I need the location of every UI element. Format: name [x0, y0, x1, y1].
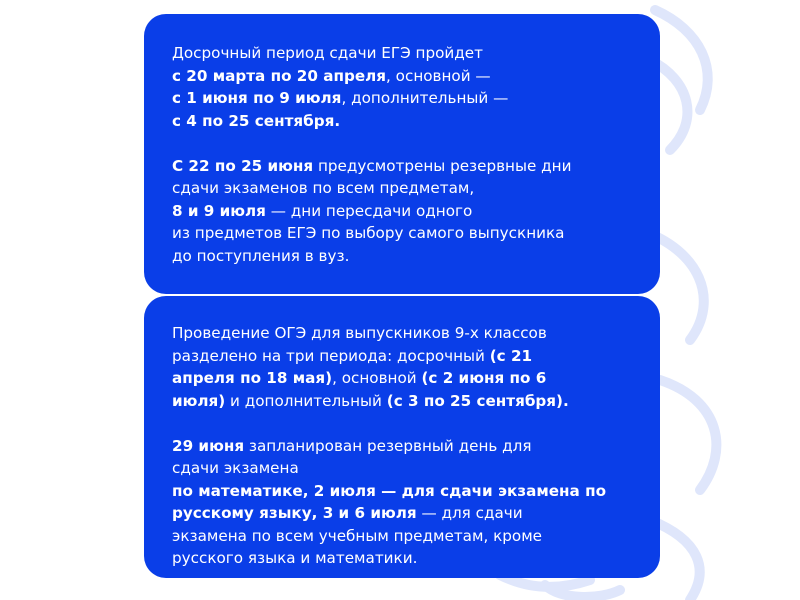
text-segment: , дополнительный — [341, 89, 509, 107]
bold-text: (с 2 июня по 6 [421, 369, 547, 387]
text-line [172, 525, 636, 548]
oge-periods-paragraph [172, 322, 636, 412]
bold-text: 8 и 9 июля [172, 201, 266, 220]
card-oge [144, 296, 660, 578]
text-segment: Проведение ОГЭ для выпускников 9-х классов [172, 324, 547, 342]
card-ege [144, 14, 660, 294]
ege-reserve-days-paragraph [172, 155, 636, 268]
text-line [172, 345, 636, 368]
text-line [172, 367, 636, 390]
bold-text: С 22 по 25 июня [172, 156, 314, 175]
text-segment: разделено на три периода: досрочный [172, 346, 490, 365]
text-line [172, 322, 636, 345]
text-line [172, 110, 636, 133]
text-segment: — для сдачи [416, 504, 523, 522]
bold-text: апреля по 18 мая) [172, 369, 333, 387]
text-line [172, 177, 636, 200]
text-segment: и дополнительный [225, 391, 387, 410]
ege-periods-paragraph [172, 42, 636, 132]
text-line [172, 502, 636, 525]
text-line [172, 87, 636, 110]
text-line [172, 547, 636, 570]
text-segment: русского языка и математики. [172, 549, 418, 567]
bold-text: по математике, 2 июля — для сдачи экзамена по [172, 481, 607, 500]
bold-text: с 1 июня по 9 июля [172, 89, 342, 107]
bold-text: русскому языку, 3 и 6 июля [172, 504, 417, 522]
text-segment: сдачи экзаменов по всем предметам, [172, 179, 475, 197]
text-segment: сдачи экзамена [172, 459, 299, 477]
text-line [172, 65, 636, 88]
bold-text: с 4 по 25 сентября. [172, 111, 341, 130]
bold-text: (с 21 [489, 346, 533, 365]
text-line [172, 390, 636, 413]
text-line [172, 155, 636, 178]
text-line [172, 42, 636, 65]
text-segment: предусмотрены резервные дни [313, 156, 572, 175]
text-segment: из предметов ЕГЭ по выбору самого выпускника [172, 224, 565, 242]
text-segment: до поступления в вуз. [172, 246, 350, 265]
bold-text: с 20 марта по 20 апреля [172, 66, 387, 85]
bold-text: июля) [172, 391, 226, 410]
text-segment: — дни пересдачи одного [265, 201, 473, 220]
text-line [172, 245, 636, 268]
text-line [172, 457, 636, 480]
bold-text: 29 июня [172, 436, 245, 455]
text-segment: экзамена по всем учебным предметам, кроме [172, 526, 543, 545]
text-segment: , основной — [386, 66, 491, 85]
text-line [172, 480, 636, 503]
text-line [172, 435, 636, 458]
text-line [172, 222, 636, 245]
oge-reserve-days-paragraph [172, 435, 636, 570]
text-line [172, 200, 636, 223]
bold-text: (с 3 по 25 сентября). [386, 391, 569, 410]
text-segment: , основной [332, 369, 422, 387]
text-segment: запланирован резервный день для [244, 436, 532, 455]
text-segment: Досрочный период сдачи ЕГЭ пройдет [172, 44, 483, 62]
